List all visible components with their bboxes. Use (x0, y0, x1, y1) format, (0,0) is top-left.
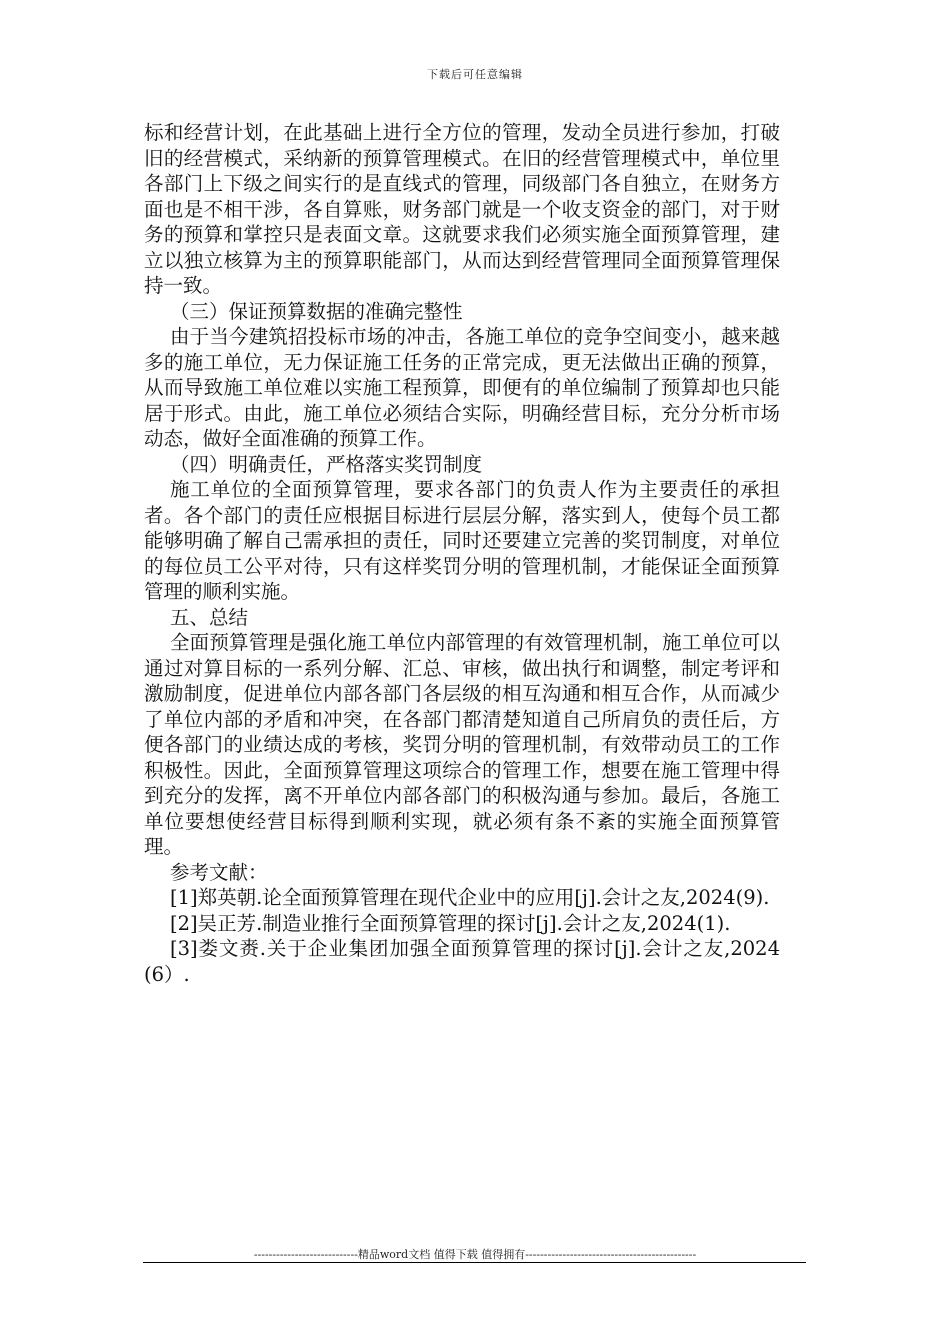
reference-item: [2]吴正芳.制造业推行全面预算管理的探讨[j].会计之友,2024(1). (170, 911, 731, 935)
page-footer: ----------------------------精品word文档 值得下载 值得拥有---------------------------------------------- (253, 1248, 697, 1261)
section-heading-5: 五、总结 (170, 605, 249, 629)
references-heading: 参考文献： (170, 860, 268, 884)
section-heading-4: （四）明确责任，严格落实奖罚制度 (170, 452, 483, 476)
reference-item: [3]娄文赉.关于企业集团加强全面预算管理的探讨[j].会计之友,2024(6）. (144, 937, 780, 986)
section-heading-3: （三）保证预算数据的准确完整性 (170, 299, 463, 323)
paragraph-continued: 标和经营计划，在此基础上进行全方位的管理，发动全员进行参加，打破旧的经营模式，采纳新的预算管理模式。在旧的经营管理模式中，单位里各部门上下级之间实行的是直线式的管理，同级部门各自独立，在财务方面也是不相干涉，各自算账，财务部门就是一个收支资金的部门，对于财务的预算和掌控只是表面文章。这就要求我们必须实施全面预算管理，建立以独立核算为主的预算职能部门，从而达到经营管理同全面预算管理保持一致。 (144, 121, 780, 297)
reference-item: [1]郑英朝.论全面预算管理在现代企业中的应用[j].会计之友,2024(9). (170, 886, 770, 909)
paragraph: 施工单位的全面预算管理，要求各部门的负责人作为主要责任的承担者。各个部门的责任应根据目标进行层层分解，落实到人，使每个员工都能够明确了解自己需承担的责任，同时还要建立完善的奖罚制度，对单位的每位员工公平对待，只有这样奖罚分明的管理机制，才能保证全面预算管理的顺利实施。 (144, 478, 780, 603)
paragraph: 全面预算管理是强化施工单位内部管理的有效管理机制，施工单位可以通过对算目标的一系列分解、汇总、审核，做出执行和调整，制定考评和激励制度，促进单位内部各部门各层级的相互沟通和相互合作，从而减少了单位内部的矛盾和冲突，在各部门都清楚知道自己所肩负的责任后，方便各部门的业绩达成的考核，奖罚分明的管理机制，有效带动员工的工作积极性。因此，全面预算管理这项综合的管理工作，想要在施工管理中得到充分的发挥，离不开单位内部各部门的积极沟通与参加。最后，各施工单位要想使经营目标得到顺利实现，就必须有条不紊的实施全面预算管理。 (144, 631, 780, 858)
paragraph: 由于当今建筑招投标市场的冲击，各施工单位的竞争空间变小，越来越多的施工单位，无力保证施工任务的正常完成，更无法做出正确的预算，从而导致施工单位难以实施工程预算，即便有的单位编制了预算却也只能居于形式。由此，施工单位必须结合实际，明确经营目标，充分分析市场动态，做好全面准确的预算工作。 (144, 325, 780, 450)
footer-rule (143, 1262, 806, 1263)
document-body (144, 120, 780, 987)
page-header: 下载后可任意编辑 (427, 68, 523, 81)
